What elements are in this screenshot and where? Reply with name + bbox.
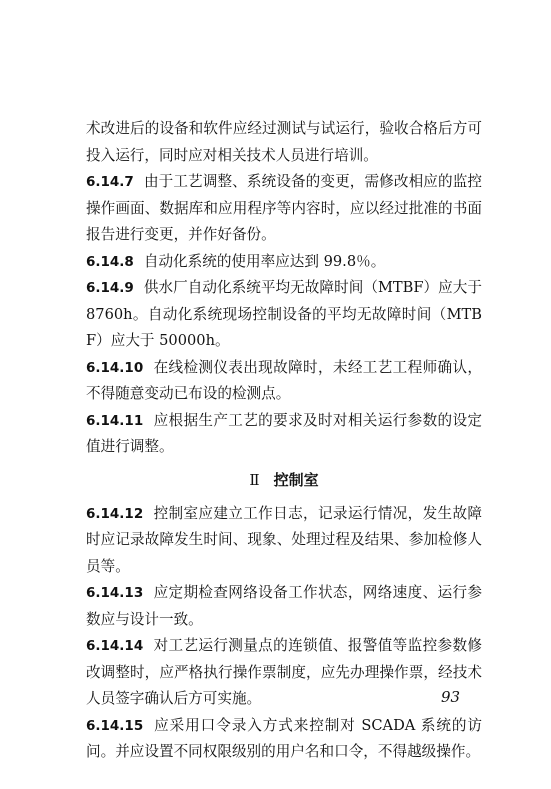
clause-number: 6.14.8 (86, 253, 134, 270)
clause-text: 由于工艺调整、系统设备的变更，需修改相应的监控操作画面、数据库和应用程序等内容时，应以经过批准的书面报告进行变更，并作好备份。 (86, 173, 482, 243)
clause-number: 6.14.12 (86, 505, 144, 522)
clause-6-14-8 (86, 249, 482, 276)
clause-6-14-14 (86, 633, 482, 713)
clause-text: 应根据生产工艺的要求及时对相关运行参数的设定值进行调整。 (86, 411, 482, 455)
clause-number: 6.14.14 (86, 638, 144, 654)
clause-6-14-12 (86, 501, 482, 581)
clause-text: 在线检测仪表出现故障时，未经工艺工程师确认，不得随意变动已布设的检测点。 (86, 358, 482, 402)
section-title: 控制室 (273, 470, 319, 489)
continuation-paragraph: 术改进后的设备和软件应经过测试与试运行，验收合格后方可投入运行，同时应对相关技术人员进行培训。 (86, 120, 482, 164)
section-roman-numeral: Ⅱ (249, 470, 260, 489)
page-number: 93 (441, 688, 461, 706)
clause-6-14-7 (86, 169, 482, 249)
clause-text: 应采用口令录入方式来控制对 SCADA 系统的访问。并应设置不同权限级别的用户名和口令，不得越级操作。 (86, 716, 482, 760)
clause-6-14-9 (86, 275, 482, 355)
clause-6-14-11 (86, 408, 482, 461)
page-content (86, 116, 482, 766)
clause-6-14-10 (86, 355, 482, 408)
clause-number: 6.14.13 (86, 585, 144, 601)
clause-number: 6.14.10 (86, 359, 144, 376)
clause-number: 6.14.15 (86, 717, 144, 734)
clause-number: 6.14.7 (86, 174, 134, 190)
clause-6-14-15 (86, 713, 482, 766)
clause-number: 6.14.9 (86, 280, 134, 296)
clause-text: 自动化系统的使用率应达到 99.8％。 (143, 252, 386, 270)
clause-text: 应定期检查网络设备工作状态，网络速度、运行参数应与设计一致。 (86, 584, 482, 628)
clause-number: 6.14.11 (86, 412, 144, 429)
clause-6-14-13 (86, 580, 482, 633)
clause-text: 供水厂自动化系统平均无故障时间（MTBF）应大于 8760h。自动化系统现场控制设备的平均无故障时间（MTBF）应大于 50000h。 (86, 279, 482, 349)
section-heading (86, 467, 482, 493)
clause-text: 控制室应建立工作日志，记录运行情况，发生故障时应记录故障发生时间、现象、处理过程及结果、参加检修人员等。 (86, 504, 482, 575)
clause-text: 对工艺运行测量点的连锁值、报警值等监控参数修改调整时，应严格执行操作票制度，应先办理操作票，经技术人员签字确认后方可实施。 (86, 637, 482, 707)
